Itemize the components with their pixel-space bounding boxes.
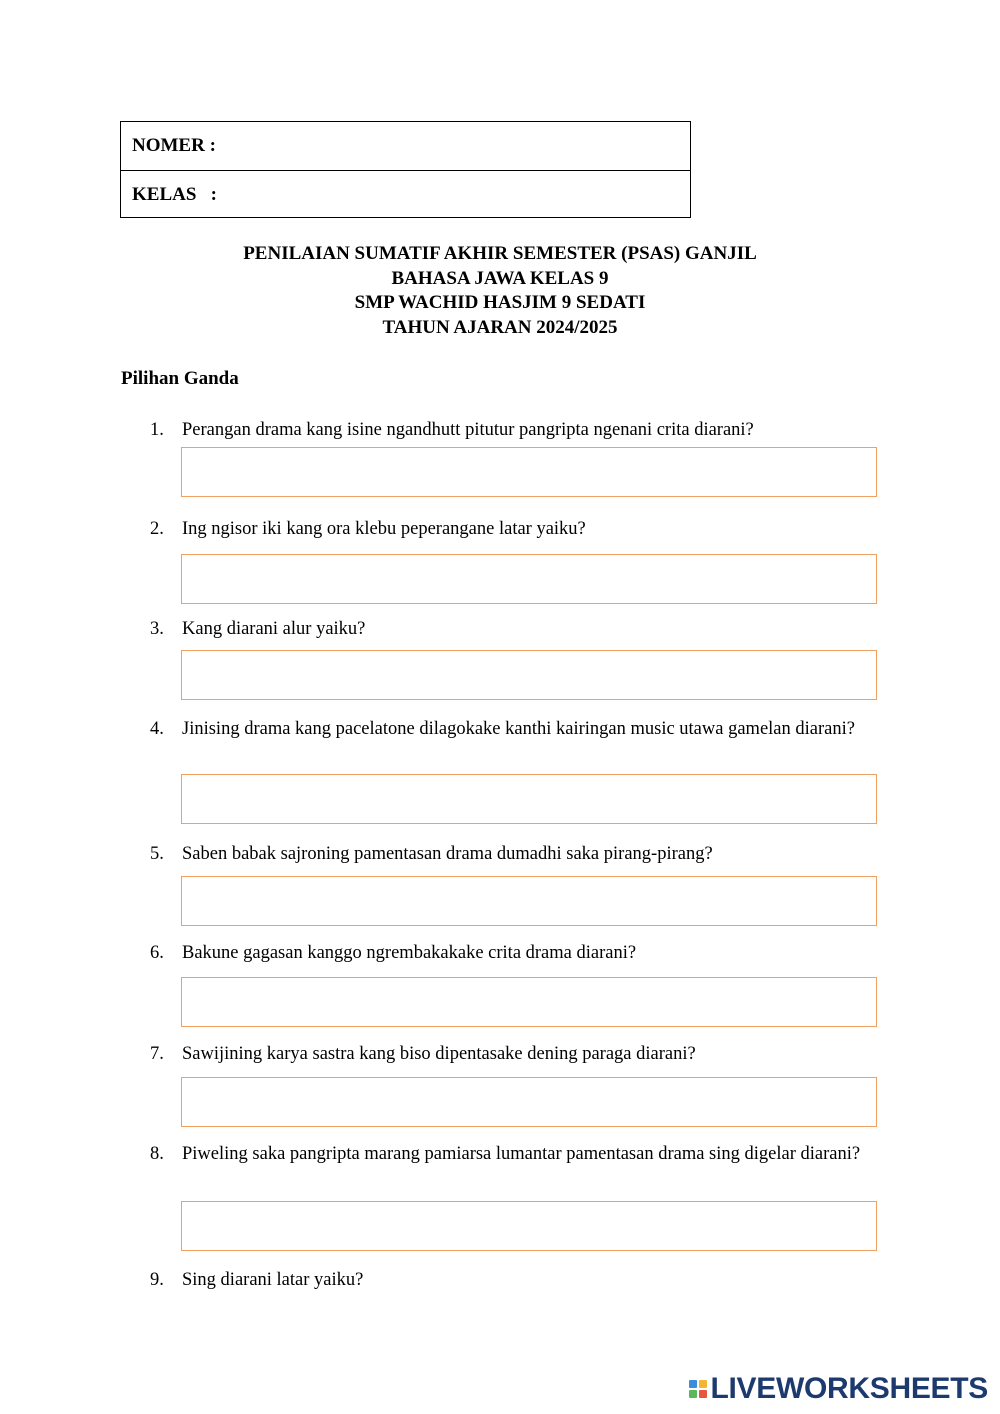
question-text: Bakune gagasan kanggo ngrembakakake crita drama diarani? bbox=[182, 943, 637, 963]
question-text: Ing ngisor iki kang ora klebu peperangane latar yaiku? bbox=[182, 519, 586, 539]
question-3 bbox=[150, 617, 881, 642]
header-line-3: SMP WACHID HASJIM 9 SEDATI bbox=[354, 292, 646, 313]
section-title: Pilihan Ganda bbox=[121, 368, 239, 389]
question-number: 9. bbox=[150, 1270, 164, 1290]
question-number: 5. bbox=[150, 844, 164, 864]
question-text: Jinising drama kang pacelatone dilagokake kanthi kairingan music utawa gamelan diarani? bbox=[182, 719, 855, 739]
answer-input-5[interactable] bbox=[181, 876, 877, 926]
question-1 bbox=[150, 418, 881, 443]
question-text: Sing diarani latar yaiku? bbox=[182, 1270, 364, 1290]
question-number: 4. bbox=[150, 719, 164, 739]
header-line-1: PENILAIAN SUMATIF AKHIR SEMESTER (PSAS) GANJIL bbox=[243, 243, 757, 264]
question-8 bbox=[150, 1142, 881, 1167]
nomer-row bbox=[121, 122, 690, 170]
answer-input-8[interactable] bbox=[181, 1201, 877, 1251]
question-2 bbox=[150, 517, 881, 542]
question-number: 1. bbox=[150, 420, 164, 440]
answer-input-1[interactable] bbox=[181, 447, 877, 497]
liveworksheets-icon bbox=[689, 1380, 707, 1398]
question-9 bbox=[150, 1268, 881, 1293]
exam-header bbox=[0, 242, 1000, 340]
nomer-label: NOMER : bbox=[132, 135, 216, 156]
question-6 bbox=[150, 941, 881, 966]
answer-input-4[interactable] bbox=[181, 774, 877, 824]
question-5 bbox=[150, 842, 881, 867]
question-text: Piweling saka pangripta marang pamiarsa lumantar pamentasan drama sing digelar diarani? bbox=[182, 1144, 861, 1164]
question-number: 7. bbox=[150, 1044, 164, 1064]
question-text: Sawijining karya sastra kang biso dipentasake dening paraga diarani? bbox=[182, 1044, 696, 1064]
question-number: 6. bbox=[150, 943, 164, 963]
liveworksheets-logo bbox=[689, 1372, 989, 1406]
kelas-label: KELAS : bbox=[132, 183, 217, 205]
brand-text: LIVEWORKSHEETS bbox=[710, 1372, 988, 1405]
header-line-4: TAHUN AJARAN 2024/2025 bbox=[382, 316, 618, 338]
question-text: Saben babak sajroning pamentasan drama dumadhi saka pirang-pirang? bbox=[182, 844, 713, 864]
student-id-box bbox=[120, 121, 691, 218]
answer-input-7[interactable] bbox=[181, 1077, 877, 1127]
question-7 bbox=[150, 1042, 881, 1067]
question-text: Kang diarani alur yaiku? bbox=[182, 619, 366, 639]
answer-input-3[interactable] bbox=[181, 650, 877, 700]
answer-input-6[interactable] bbox=[181, 977, 877, 1027]
question-number: 3. bbox=[150, 619, 164, 639]
question-number: 2. bbox=[150, 519, 164, 539]
question-4 bbox=[150, 717, 881, 742]
question-number: 8. bbox=[150, 1144, 164, 1164]
header-line-2: BAHASA JAWA KELAS 9 bbox=[391, 267, 609, 289]
kelas-row bbox=[121, 170, 690, 218]
question-text: Perangan drama kang isine ngandhutt pitutur pangripta ngenani crita diarani? bbox=[182, 420, 754, 440]
answer-input-2[interactable] bbox=[181, 554, 877, 604]
